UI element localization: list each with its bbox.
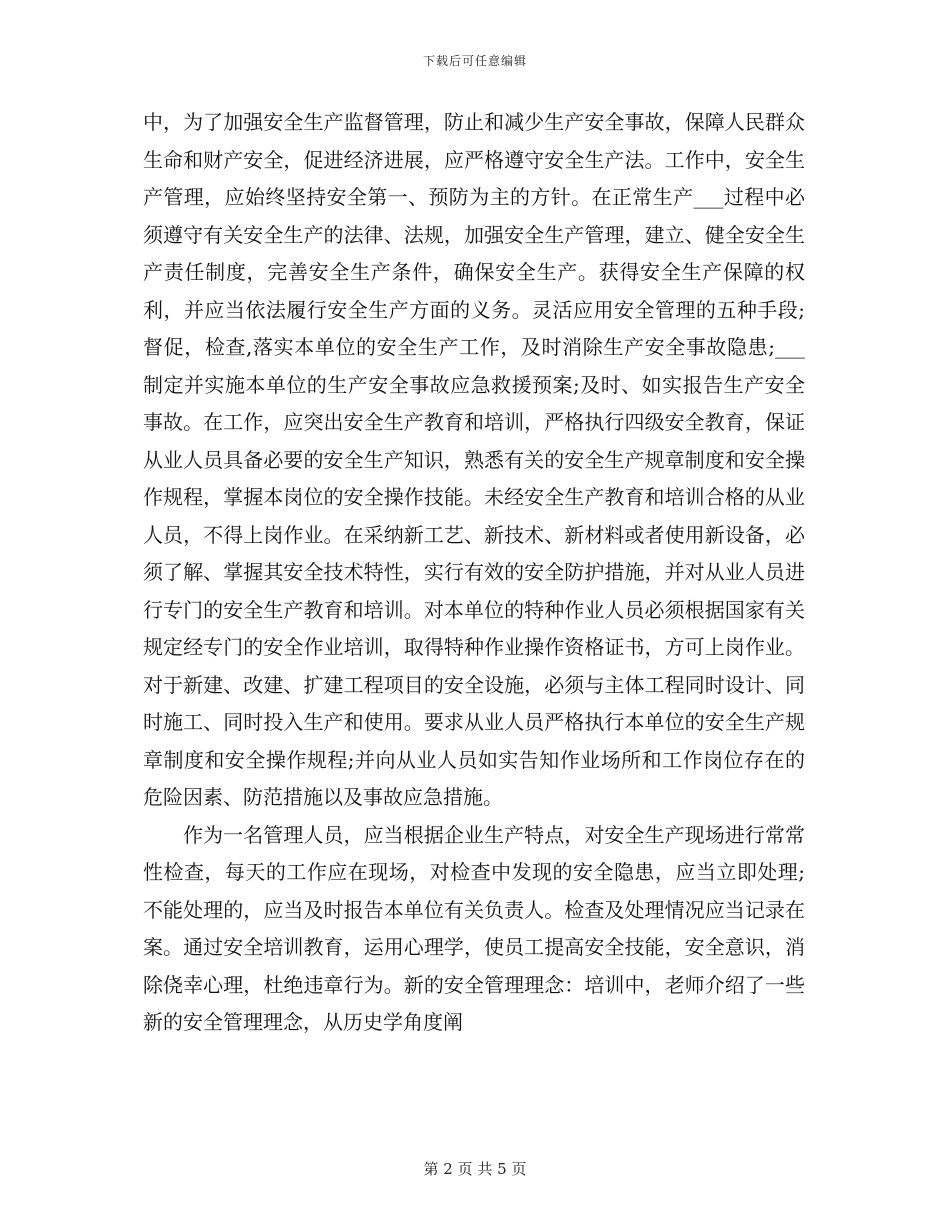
paragraph-2: 作为一名管理人员，应当根据企业生产特点，对安全生产现场进行常常性检查，每天的工作应在现场，对检查中发现的安全隐患，应当立即处理;不能处理的，应当及时报告本单位有关负责人。检查及处理情况应当记录在案。通过安全培训教育，运用心理学，使员工提高安全技能，安全意识，消除侥幸心理，杜绝违章行为。新的安全管理理念：培训中，老师介绍了一些新的安全管理理念，从历史学角度阐 xyxy=(143,822,805,1034)
page-number: 第 2 页 共 5 页 xyxy=(423,1160,527,1178)
document-body xyxy=(143,104,805,1042)
paragraph-1: 中，为了加强安全生产监督管理，防止和减少生产安全事故，保障人民群众生命和财产安全，促进经济进展，应严格遵守安全生产法。工作中，安全生产管理，应始终坚持安全第一、预防为主的方针。在正常生产___过程中必须遵守有关安全生产的法律、法规，加强安全生产管理，建立、健全安全生产责任制度，完善安全生产条件，确保安全生产。获得安全生产保障的权利，并应当依法履行安全生产方面的义务。灵活应用安全管理的五种手段;督促，检查,落实本单位的安全生产工作，及时消除生产安全事故隐患;___制定并实施本单位的生产安全事故应急救援预案;及时、如实报告生产安全事故。在工作，应突出安全生产教育和培训，严格执行四级安全教育，保证从业人员具备必要的安全生产知识，熟悉有关的安全生产规章制度和安全操作规程，掌握本岗位的安全操作技能。未经安全生产教育和培训合格的从业人员，不得上岗作业。在采纳新工艺、新技术、新材料或者使用新设备，必须了解、掌握其安全技术特性，实行有效的安全防护措施，并对从业人员进行专门的安全生产教育和培训。对本单位的特种作业人员必须根据国家有关规定经专门的安全作业培训，取得特种作业操作资格证书，方可上岗作业。对于新建、改建、扩建工程项目的安全设施，必须与主体工程同时设计、同时施工、同时投入生产和使用。要求从业人员严格执行本单位的安全生产规章制度和安全操作规程;并向从业人员如实告知作业场所和工作岗位存在的危险因素、防范措施以及事故应急措施。 xyxy=(143,110,805,809)
page-header: 下载后可任意编辑 xyxy=(422,54,527,68)
